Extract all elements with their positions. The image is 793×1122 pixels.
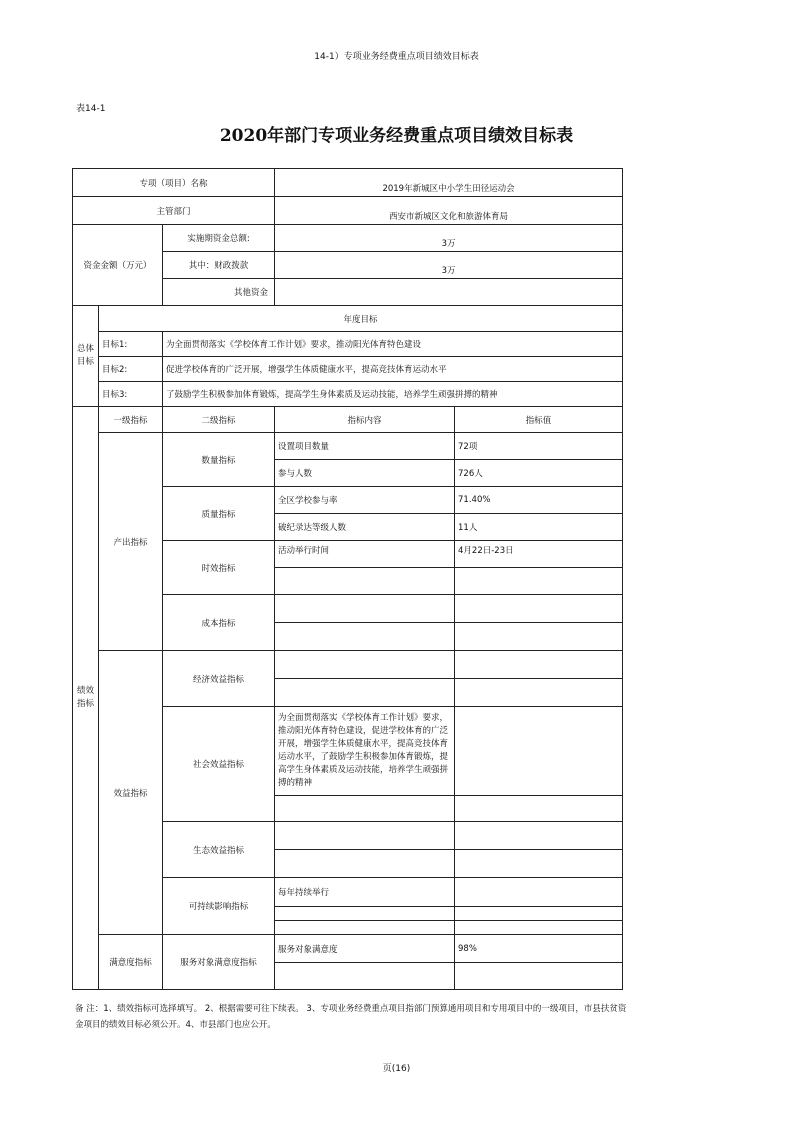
project-name-value: 2019年新城区中小学生田径运动会 (275, 169, 623, 197)
overall-goal-label: 总体目标 (73, 306, 99, 407)
social-indicator-label: 社会效益指标 (163, 707, 275, 822)
goal-3-text: 了鼓励学生积极参加体育锻炼，提高学生身体素质及运动技能，培养学生顽强拼搏的精神 (163, 382, 623, 407)
goal-3-label: 目标3: (99, 382, 163, 407)
table-cell: 破纪录达等级人数 (275, 514, 455, 541)
sustainable-indicator-label: 可持续影响指标 (163, 878, 275, 935)
perf-indicator-label: 绩效指标 (73, 407, 99, 990)
table-cell: 参与人数 (275, 460, 455, 487)
benefit-indicator-label: 效益指标 (99, 651, 163, 935)
goal-1-label: 目标1: (99, 332, 163, 357)
table-cell (275, 651, 455, 679)
table-cell (455, 822, 623, 850)
funds-total-label: 实施期资金总额: (163, 225, 275, 252)
page-header: 14-1）专项业务经费重点项目绩效目标表 (314, 52, 479, 62)
table-cell (455, 878, 623, 907)
funds-label: 资金金额（万元） (73, 225, 163, 306)
table-cell (455, 679, 623, 707)
table-cell: 4月22日-23日 (455, 541, 623, 568)
table-cell (455, 651, 623, 679)
goal-2-label: 目标2: (99, 357, 163, 382)
goal-2-text: 促进学校体育的广泛开展，增强学生体质健康水平，提高竞技体育运动水平 (163, 357, 623, 382)
table-cell: 活动举行时间 (275, 541, 455, 568)
funds-fiscal-value: 3万 (275, 252, 623, 279)
table-cell: 11人 (455, 514, 623, 541)
ecological-indicator-label: 生态效益指标 (163, 822, 275, 878)
performance-target-table (72, 168, 623, 990)
timeliness-indicator-label: 时效指标 (163, 541, 275, 595)
table-cell (455, 623, 623, 651)
table-cell (275, 850, 455, 878)
funds-other-value (275, 279, 623, 306)
goal-1-text: 为全面贯彻落实《学校体育工作计划》要求，推动阳光体育特色建设 (163, 332, 623, 357)
service-satisfaction-label: 服务对象满意度指标 (163, 935, 275, 990)
table-cell: 设置项目数量 (275, 433, 455, 460)
header-level1: 一级指标 (99, 407, 163, 433)
table-number: 表14-1 (76, 104, 106, 114)
table-cell (275, 963, 455, 990)
header-content: 指标内容 (275, 407, 455, 433)
output-indicator-label: 产出指标 (99, 433, 163, 651)
funds-total-value: 3万 (275, 225, 623, 252)
table-cell: 每年持续举行 (275, 878, 455, 907)
table-cell: 726人 (455, 460, 623, 487)
department-label: 主管部门 (73, 197, 275, 225)
table-cell (455, 921, 623, 935)
annual-goal-header: 年度目标 (99, 306, 623, 332)
table-cell (275, 595, 455, 623)
table-cell (275, 907, 455, 921)
table-cell: 98% (455, 935, 623, 963)
table-cell (455, 796, 623, 822)
table-cell (275, 568, 455, 595)
quantity-indicator-label: 数量指标 (163, 433, 275, 487)
page-title: 2020年部门专项业务经费重点项目绩效目标表 (219, 126, 574, 146)
table-cell (275, 679, 455, 707)
quality-indicator-label: 质量指标 (163, 487, 275, 541)
page-number: 页(16) (382, 1064, 411, 1074)
footnote: 备 注：1、绩效指标可选择填写。 2、根据需要可往下续表。 3、专项业务经费重点项目指部门预算通用项目和专用项目中的一级项目，市县扶贫资金项目的绩效目标必须公开。4、市县部门也应公开。 (75, 1004, 627, 1030)
table-cell (455, 907, 623, 921)
table-cell: 为全面贯彻落实《学校体育工作计划》要求，推动阳光体育特色建设，促进学校体育的广泛开展，增强学生体质健康水平，提高竞技体育运动水平，了鼓励学生积极参加体育锻炼，提高学生身体素质及运动技能，培养学生顽强拼搏的精神 (275, 707, 455, 796)
table-cell: 71.40% (455, 487, 623, 514)
table-cell: 服务对象满意度 (275, 935, 455, 963)
table-cell (455, 963, 623, 990)
table-cell (275, 921, 455, 935)
funds-other-label: 其他资金 (163, 279, 275, 306)
table-cell: 72项 (455, 433, 623, 460)
header-value: 指标值 (455, 407, 623, 433)
table-cell (455, 568, 623, 595)
table-cell: 全区学校参与率 (275, 487, 455, 514)
header-level2: 二级指标 (163, 407, 275, 433)
economic-indicator-label: 经济效益指标 (163, 651, 275, 707)
table-cell (455, 850, 623, 878)
department-value: 西安市新城区文化和旅游体育局 (275, 197, 623, 225)
table-cell (275, 796, 455, 822)
funds-fiscal-label: 其中：财政拨款 (163, 252, 275, 279)
table-cell (455, 707, 623, 796)
table-cell (275, 623, 455, 651)
project-name-label: 专项（项目）名称 (73, 169, 275, 197)
table-cell (455, 595, 623, 623)
table-cell (275, 822, 455, 850)
cost-indicator-label: 成本指标 (163, 595, 275, 651)
satisfaction-indicator-label: 满意度指标 (99, 935, 163, 990)
